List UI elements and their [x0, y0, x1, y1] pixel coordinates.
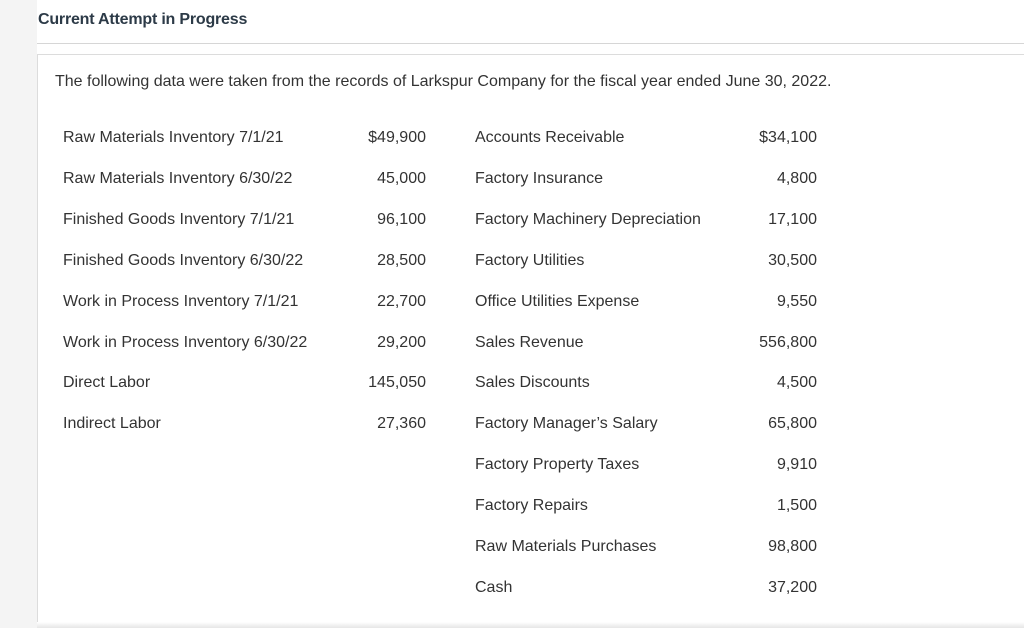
right-account-amount: 30,500 — [768, 252, 817, 269]
right-account-label: Sales Revenue — [475, 334, 584, 351]
right-account-amount: 98,800 — [768, 538, 817, 555]
left-account-label: Finished Goods Inventory 6/30/22 — [63, 252, 304, 269]
left-account-label: Raw Materials Inventory 6/30/22 — [63, 170, 293, 187]
left-account-amount: 145,050 — [368, 374, 426, 391]
right-account-label: Cash — [475, 579, 513, 596]
left-account-amount: 96,100 — [377, 211, 426, 228]
right-account-label: Accounts Receivable — [475, 129, 625, 146]
right-account-amount: 9,910 — [776, 456, 817, 473]
right-account-label: Factory Property Taxes — [475, 456, 640, 473]
right-account-amount: 37,200 — [768, 579, 817, 596]
right-account-label: Factory Insurance — [475, 170, 604, 187]
left-account-label: Finished Goods Inventory 7/1/21 — [63, 211, 295, 228]
right-account-label: Sales Discounts — [475, 374, 590, 391]
right-account-amount: 17,100 — [768, 211, 817, 228]
right-account-label: Factory Machinery Depreciation — [475, 211, 701, 228]
left-account-amount: 29,200 — [377, 334, 426, 351]
left-account-amount: 27,360 — [377, 415, 426, 432]
right-account-amount: $34,100 — [759, 129, 817, 146]
right-account-label: Raw Materials Purchases — [475, 538, 657, 555]
left-account-amount: 45,000 — [377, 170, 426, 187]
left-account-amount: $49,900 — [368, 129, 426, 146]
left-account-label: Raw Materials Inventory 7/1/21 — [63, 129, 284, 146]
question-intro-text: The following data were taken from the records of Larkspur Company for the fiscal year ended June 30, 2022. — [55, 73, 832, 90]
right-account-amount: 65,800 — [768, 415, 817, 432]
right-account-label: Factory Utilities — [475, 252, 585, 269]
left-margin-strip — [0, 0, 37, 628]
right-account-label: Factory Repairs — [475, 497, 588, 514]
left-account-label: Direct Labor — [63, 374, 151, 391]
right-account-amount: 556,800 — [759, 334, 817, 351]
left-account-amount: 22,700 — [377, 293, 426, 310]
bottom-scroll-shadow — [37, 622, 1024, 628]
attempt-status-title: Current Attempt in Progress — [38, 11, 248, 28]
right-account-amount: 4,500 — [776, 374, 817, 391]
left-account-label: Indirect Labor — [63, 415, 161, 432]
right-account-amount: 1,500 — [776, 497, 817, 514]
right-account-label: Office Utilities Expense — [475, 293, 640, 310]
header-gap — [37, 45, 1024, 54]
left-account-label: Work in Process Inventory 7/1/21 — [63, 293, 299, 310]
right-account-label: Factory Manager’s Salary — [475, 415, 658, 432]
left-account-label: Work in Process Inventory 6/30/22 — [63, 334, 308, 351]
right-account-amount: 4,800 — [776, 170, 817, 187]
left-account-amount: 28,500 — [377, 252, 426, 269]
attempt-header — [37, 0, 1024, 44]
right-account-amount: 9,550 — [776, 293, 817, 310]
